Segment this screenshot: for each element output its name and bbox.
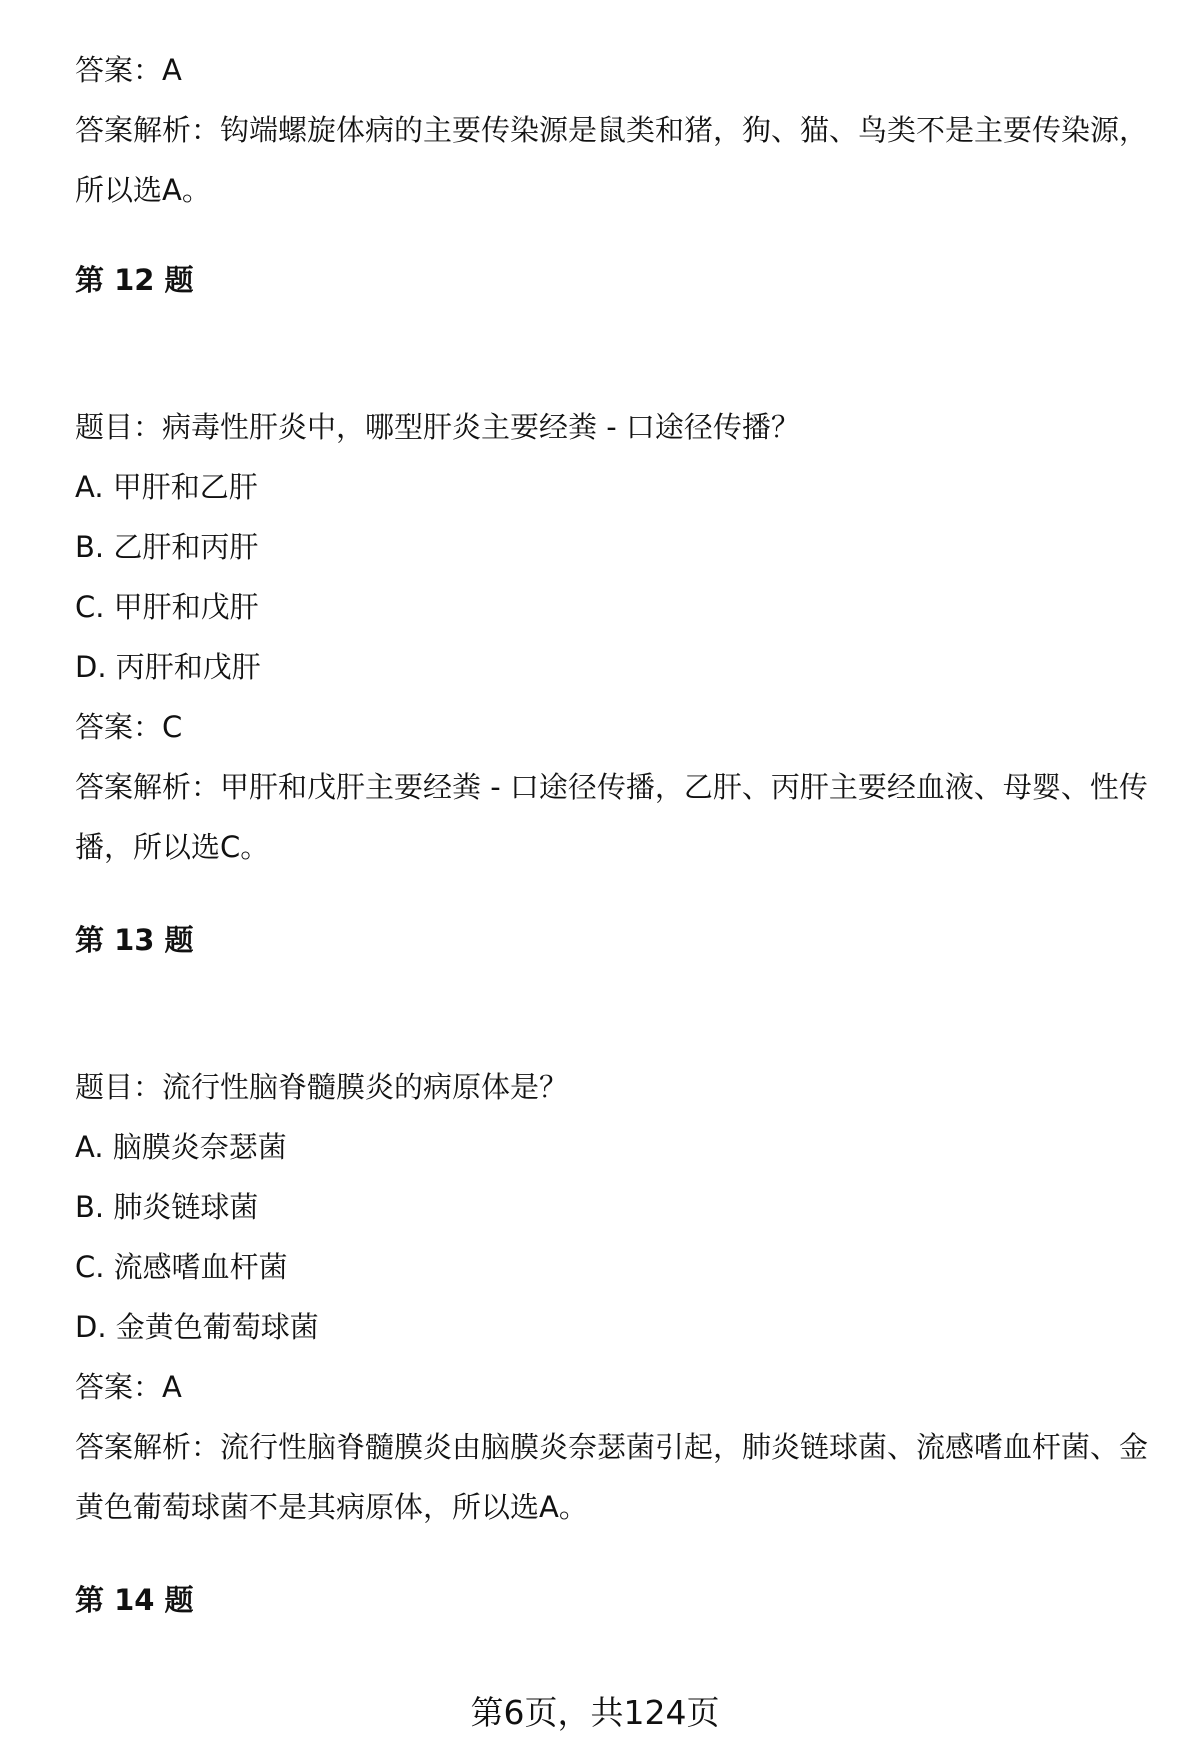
analysis-paragraph-13: 答案解析：流行性脑脊髓膜炎由脑膜炎奈瑟菌引起，肺炎链球菌、流感嗜血杆菌、金黄色葡萄球菌不是其病原体，所以选A。 xyxy=(75,1430,1149,1524)
analysis-paragraph-12: 答案解析：甲肝和戊肝主要经粪 - 口途径传播，乙肝、丙肝主要经血液、母婴、性传播，所以选C。 xyxy=(75,770,1148,864)
analysis-paragraph: 答案解析：钩端螺旋体病的主要传染源是鼠类和猪，狗、猫、鸟类不是主要传染源，所以选A。 xyxy=(75,113,1149,207)
option-c-12: C. 甲肝和戊肝 xyxy=(75,590,259,624)
option-d-12: D. 丙肝和戊肝 xyxy=(75,650,261,684)
option-a-12: A. 甲肝和乙肝 xyxy=(75,470,258,504)
option-d-13: D. 金黄色葡萄球菌 xyxy=(75,1310,319,1344)
option-c-13: C. 流感嗜血杆菌 xyxy=(75,1250,288,1284)
answer-line-13: 答案：A xyxy=(75,1370,182,1404)
question-text-12: 题目：病毒性肝炎中，哪型肝炎主要经粪 - 口途径传播？ xyxy=(75,410,800,444)
option-b-13: B. 肺炎链球菌 xyxy=(75,1190,259,1224)
question-heading-14: 第 14 题 xyxy=(75,1583,194,1617)
answer-line-12: 答案：C xyxy=(75,710,183,744)
option-a-13: A. 脑膜炎奈瑟菌 xyxy=(75,1130,287,1164)
option-b-12: B. 乙肝和丙肝 xyxy=(75,530,259,564)
answer-line: 答案：A xyxy=(75,53,182,87)
question-heading-12: 第 12 题 xyxy=(75,263,194,297)
question-heading-13: 第 13 题 xyxy=(75,923,194,957)
question-text-13: 题目：流行性脑脊髓膜炎的病原体是？ xyxy=(75,1070,569,1104)
page-number-footer: 第6页，共124页 xyxy=(470,1693,720,1732)
